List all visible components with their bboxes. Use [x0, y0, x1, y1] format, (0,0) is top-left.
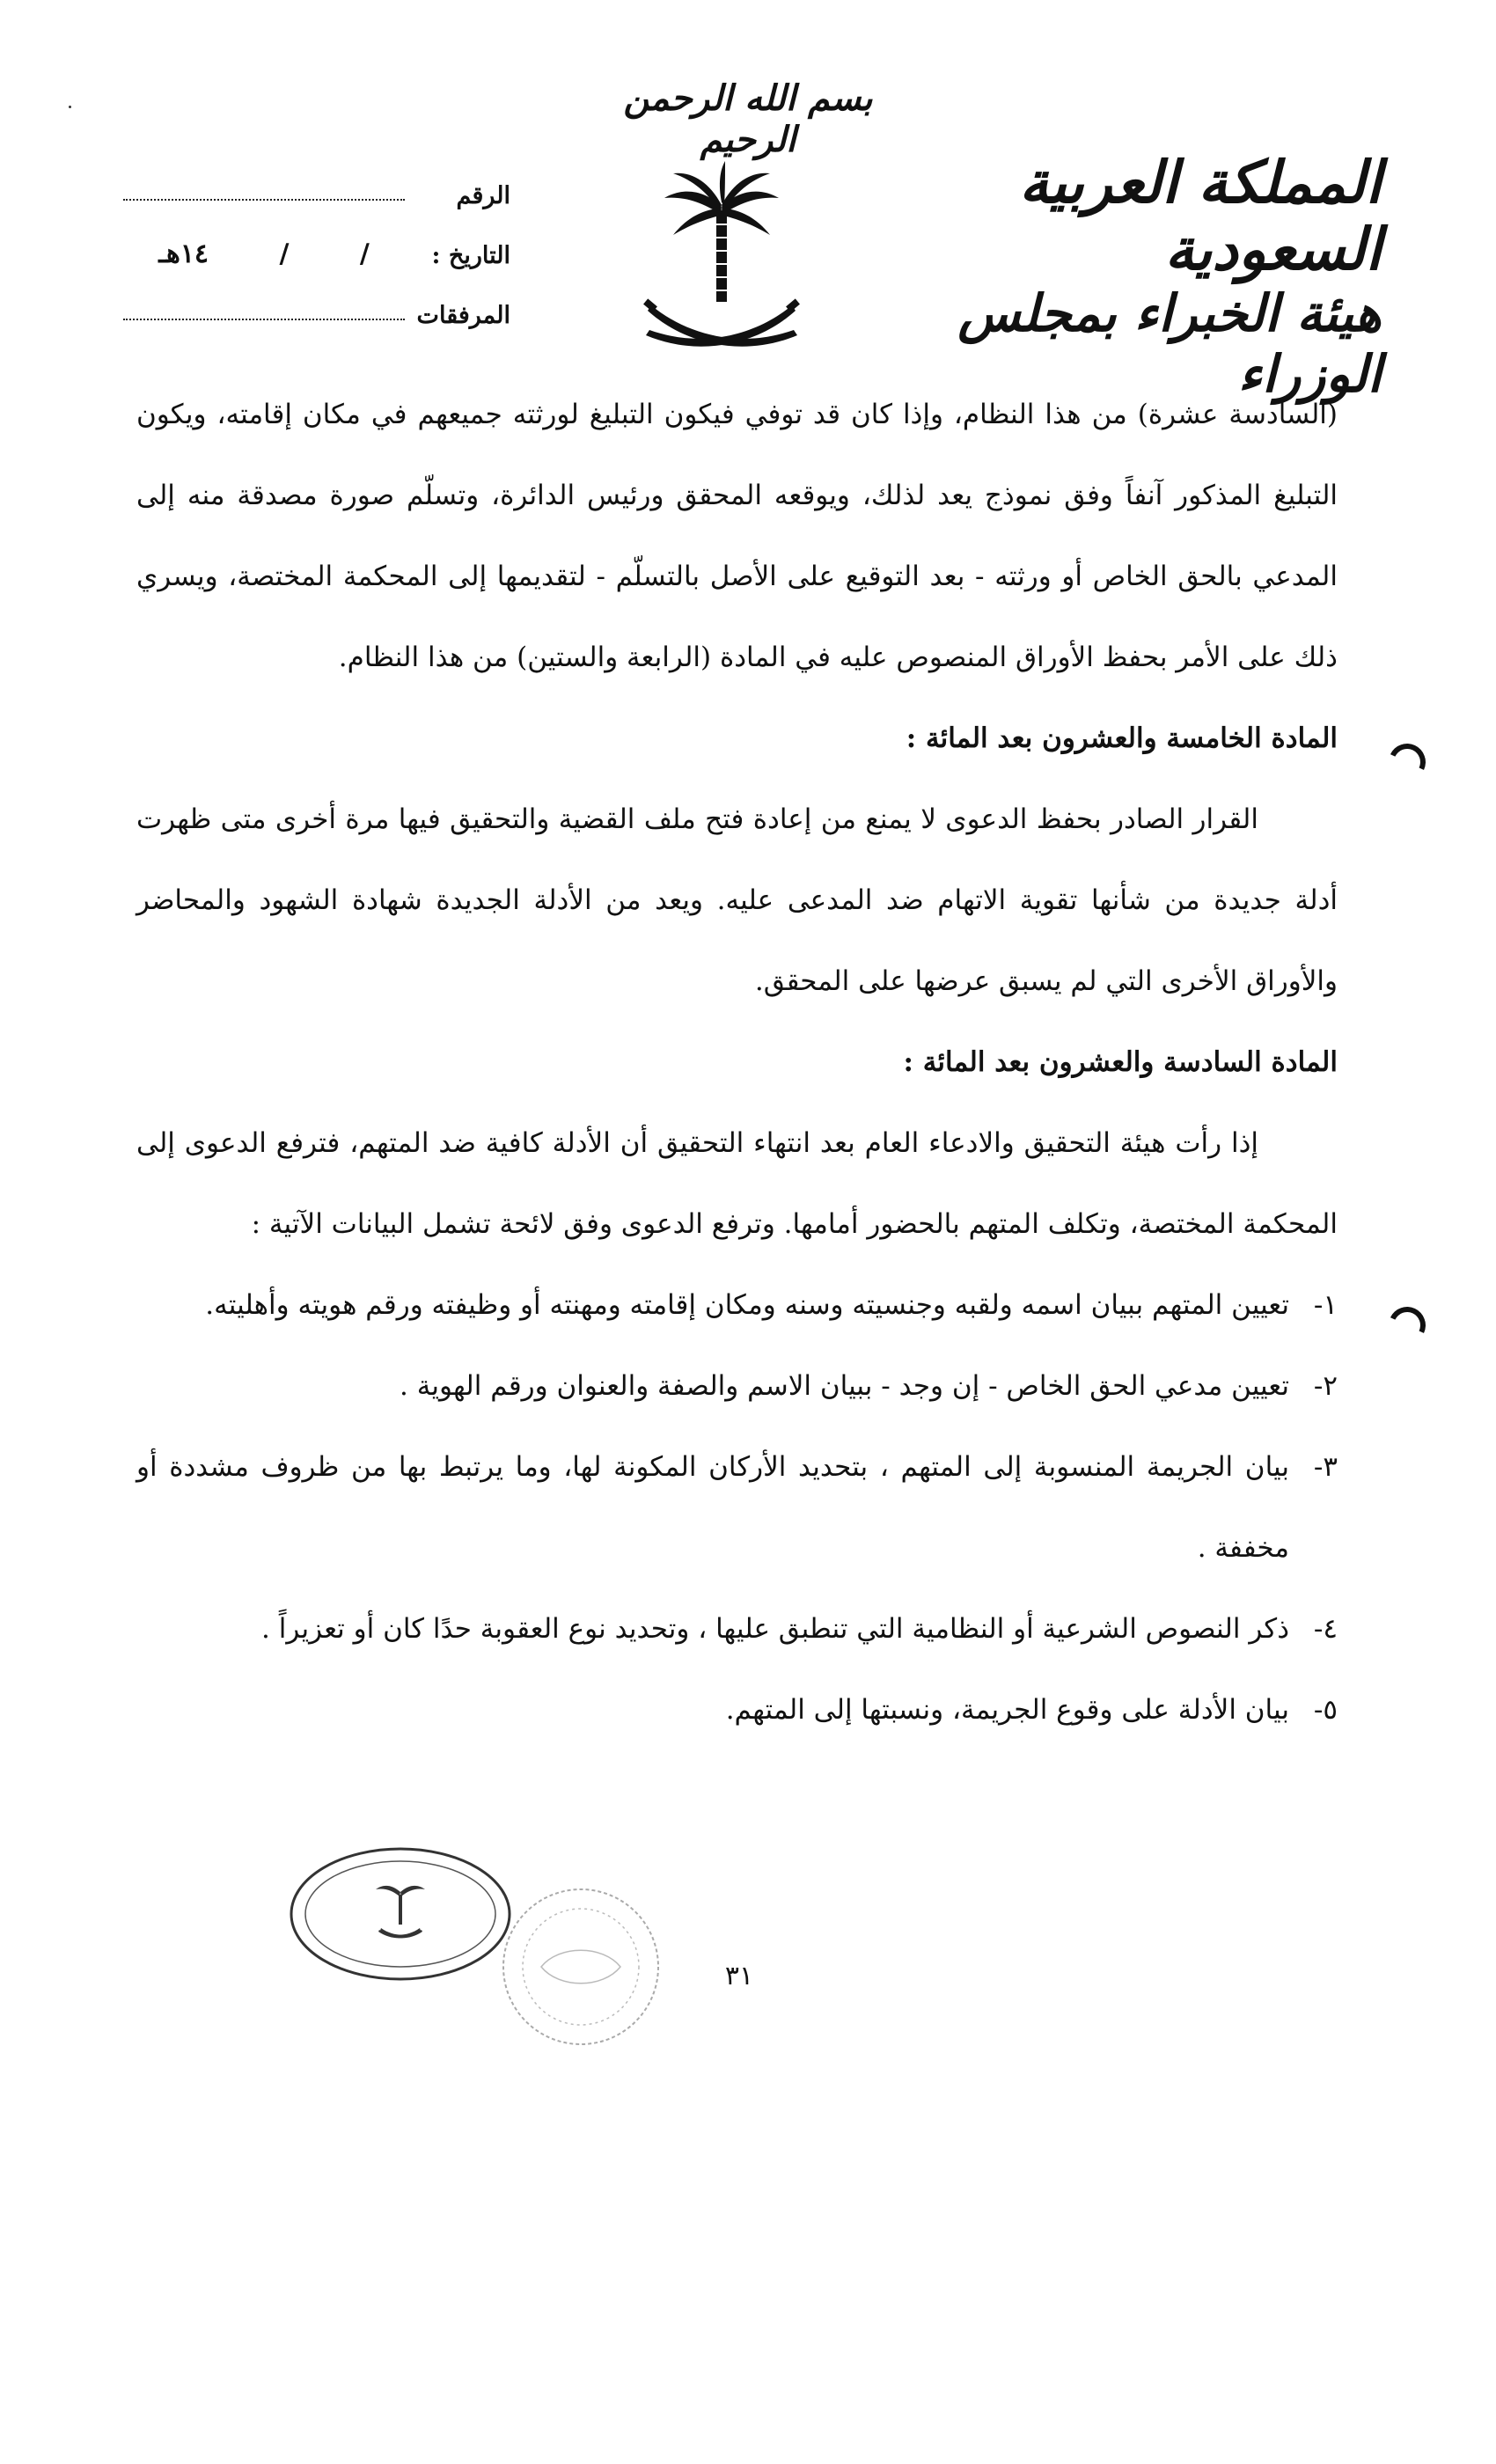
- basmala: بسم الله الرحمن الرحيم: [623, 77, 873, 160]
- list-item-text: ذكر النصوص الشرعية أو النظامية التي تنطبق عليها ، وتحديد نوع العقوبة حدًا كان أو تعزيراً .: [261, 1613, 1289, 1645]
- date-year-suffix: ١٤هـ: [158, 238, 209, 269]
- official-stamp: [286, 1844, 515, 1984]
- reference-blank: [123, 198, 405, 201]
- date-separator: /: [359, 238, 370, 269]
- article-126-heading: المادة السادسة والعشرون بعد المائة :: [903, 1046, 1338, 1078]
- faint-seal: [493, 1883, 669, 2050]
- punch-hole-mark: [1383, 1302, 1431, 1349]
- date-row: [114, 209, 510, 269]
- organization-header: [906, 150, 1382, 406]
- list-item-number: ٢-: [1313, 1370, 1338, 1402]
- attachments-row: [114, 269, 510, 329]
- country-name: المملكة العربية السعودية: [1019, 148, 1382, 283]
- article-126-text: إذا رأت هيئة التحقيق والادعاء العام بعد انتهاء التحقيق أن الأدلة كافية ضد المتهم، فترفع الدعوى إلى المحكمة المختصة، وتكلف المتهم بالحضور أمامها. وترفع الدعوى وفق لائحة تشمل البيانات الآتية :: [136, 1127, 1338, 1240]
- authority-name: هيئة الخبراء بمجلس الوزراء: [957, 282, 1382, 405]
- article-125-text: القرار الصادر بحفظ الدعوى لا يمنع من إعادة فتح ملف القضية والتحقيق فيها مرة أخرى متى ظهرت أدلة جديدة من شأنها تقوية الاتهام ضد المدعى عليه. ويعد من الأدلة الجديدة شهادة الشهود والمحاضر والأوراق الأخرى التي لم يسبق عرضها على المحقق.: [136, 803, 1338, 997]
- list-item-number: ٣-: [1313, 1451, 1338, 1483]
- list-item-text: بيان الجريمة المنسوبة إلى المتهم ، بتحديد الأركان المكونة لها، وما يرتبط بها من ظروف مشددة أو مخففة .: [136, 1451, 1289, 1564]
- reference-row: [114, 150, 510, 209]
- document-body: [136, 374, 1338, 1750]
- page-number: ٣١: [724, 1961, 754, 1991]
- list-item-number: ٤-: [1313, 1613, 1338, 1645]
- list-item-text: تعيين مدعي الحق الخاص - إن وجد - ببيان الاسم والصفة والعنوان ورقم الهوية .: [400, 1370, 1289, 1402]
- list-item: [136, 1346, 1338, 1426]
- reference-label: الرقم: [456, 182, 510, 209]
- date-value: [114, 238, 414, 269]
- list-item-number: ١-: [1313, 1289, 1338, 1321]
- attachments-label: المرفقات: [416, 302, 510, 329]
- attachments-blank: [123, 318, 405, 320]
- intro-paragraph: (السادسة عشرة) من هذا النظام، وإذا كان قد توفي فيكون التبليغ لورثته جميعهم في مكان إقامته، ويكون التبليغ المذكور آنفاً وفق نموذج يعد لذلك، ويوقعه المحقق ورئيس الدائرة، وتسلّم صورة مصدقة منه إلى المدعي بالحق الخاص أو ورثته - بعد التوقيع على الأصل بالتسلّم - لتقديمها إلى المحكمة المختصة، ويسري ذلك على الأمر بحفظ الأوراق المنصوص عليه في المادة (الرابعة والستين) من هذا النظام.: [136, 399, 1338, 673]
- list-item-text: تعيين المتهم ببيان اسمه ولقبه وجنسيته وسنه ومكان إقامته ومهنته أو وظيفته ورقم هويته وأهليته.: [205, 1289, 1289, 1321]
- list-item: [136, 1588, 1338, 1669]
- list-item: [136, 1426, 1338, 1588]
- list-item-number: ٥-: [1313, 1694, 1338, 1726]
- saudi-emblem-icon: [634, 154, 810, 365]
- list-item-text: بيان الأدلة على وقوع الجريمة، ونسبتها إلى المتهم.: [725, 1694, 1289, 1726]
- article-125-heading: المادة الخامسة والعشرون بعد المائة :: [906, 722, 1338, 754]
- date-separator: /: [279, 238, 290, 269]
- list-item: [136, 1265, 1338, 1346]
- list-item: [136, 1669, 1338, 1750]
- date-label: التاريخ :: [431, 242, 510, 269]
- reference-fields: [114, 150, 510, 329]
- punch-hole-mark: [1383, 738, 1431, 786]
- scan-speck: [69, 106, 71, 108]
